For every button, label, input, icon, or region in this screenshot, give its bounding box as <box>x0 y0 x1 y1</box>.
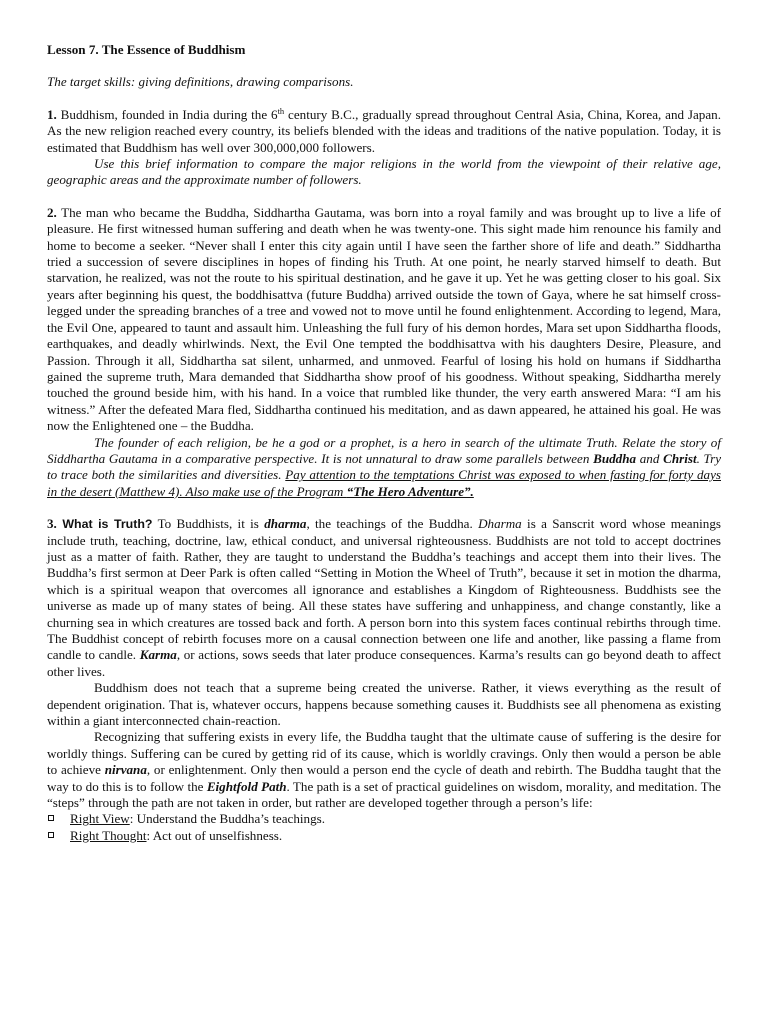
section-number: 3. <box>47 516 57 532</box>
target-skills: The target skills: giving definitions, drawing comparisons. <box>47 74 354 90</box>
section-heading: What is Truth? <box>56 517 153 532</box>
section-1-task: Use this brief information to compare the major religions in the world from the viewpoint of their relative age, geographic areas and the approximate number of followers. <box>47 156 721 188</box>
section-1-paragraph: 1. Buddhism, founded in India during the 6th century B.C., gradually spread throughout Central Asia, China, Korea, and Japan. As the new religion reached every country, its beliefs blended with the ideas and traditions of the native population. Today, it is estimated that Buddhism has well over 300,000,000 followers. <box>47 105 721 155</box>
list-item: Right View: Understand the Buddha’s teachings. <box>47 811 721 827</box>
list-item: Right Thought: Act out of unselfishness. <box>47 828 721 844</box>
section-number: 2. <box>47 204 57 220</box>
section-2-paragraph: 2. The man who became the Buddha, Siddhartha Gautama, was born into a royal family and was brought up to live a life of pleasure. He first witnessed human suffering and death when he was twenty-one. This sight made him renounce his family and home to become a seeker. “Never shall I enter this city again until I have seen the farther shore of life and death.” Siddhartha tried a succession of severe disciplines in hopes of finding his Truth. At one point, he nearly starved himself to death. But starvation, he realized, was not the route to his spiritual destination, and he gave it up. Yet he was getting closer to his goal. Six years after beginning his quest, the boddhisattva (future Buddha) arrived outside the town of Gaya, where he sat himself cross-legged under the spreading branches of a tree and vowed not to move until he found enlightenment. According to legend, Mara, the Evil One, appeared to taunt and assault him. Unleashing the full fury of his demon hordes, Mara set upon Siddhartha floods, earthquakes, and deadly whirlwinds. Next, the Evil One tempted the boddhisattva with his daughters Desire, Pleasure, and Passion. Through it all, Siddhartha sat silent, unharmed, and unmoved. Fearful of losing his hold on humans if Siddhartha gained the supreme truth, Mara demanded that Siddhartha show proof of his goodness. Without speaking, Siddhartha merely touched the ground beside him, with his hand. In a voice that rumbled like thunder, the very earth answered Mara: “I am his witness.” After the defeated Mara fled, Siddhartha continued his meditation, and as dawn appeared, he attained his goal. He was now the Enlightened one – the Buddha. <box>47 204 721 434</box>
section-number: 1. <box>47 106 57 122</box>
checkbox-bullet-icon <box>48 815 54 821</box>
eightfold-path-list <box>47 811 721 844</box>
section-2-task: The founder of each religion, be he a god or a prophet, is a hero in search of the ultimate Truth. Relate the story of Siddhartha Gautama in a comparative perspective. It is not unnatural to draw some parallels between Buddha and Christ. Try to trace both the similarities and diversities. Pay attention to the temptations Christ was exposed to when fasting for forty days in the desert (Matthew 4). Also make use of the Program “The Hero Adventure”. <box>47 434 722 499</box>
program-title: “The Hero Adventure”. <box>346 483 474 499</box>
page-title: Lesson 7. The Essence of Buddhism <box>47 42 246 57</box>
section-3-paragraph: 3. What is Truth? To Buddhists, it is dharma, the teachings of the Buddha. Dharma is a Sanscrit word whose meanings include truth, teaching, doctrine, law, ethical conduct, and universal righteousness. Buddhists are not told to accept doctrines just as a matter of faith. Rather, they are taught to understand the Buddha’s teachings and accept them into their lives. The Buddha’s first sermon at Deer Park is often called “Setting in Motion the Wheel of Truth”, because it set in motion the dharma, which is a spiritual weapon that overcomes all ignorance and establishes a Kingdom of Righteousness. Buddhists see the universe as made up of many states of being. All these states have suffering and unhappiness, and change constantly, like a churning sea in which creatures are tossed back and forth. A person born into this system faces continual rebirths through time. The Buddhist concept of rebirth focuses more on a causal connection between one life and another, like passing a flame from candle to candle. Karma, or actions, sows seeds that later produce consequences. Karma’s results can go beyond death to affect other lives. <box>47 516 721 679</box>
section-3-paragraph-3: Recognizing that suffering exists in every life, the Buddha taught that the ultimate cause of suffering is the desire for worldly things. Suffering can be cured by getting rid of its cause, which is worldly cravings. Only then would a person be able to achieve nirvana, or enlightenment. Only then would a person end the cycle of death and rebirth. The Buddha taught that the way to do this is to follow the Eightfold Path. The path is a set of practical guidelines on wisdom, morality, and meditation. The “steps” through the path are not taken in order, but rather are developed together through a person’s life: <box>47 729 721 811</box>
underlined-instruction: Pay attention to the temptations Christ was exposed to when fasting for forty days in the desert (Matthew 4). Also make use of the Program “The Hero Adventure”. <box>47 467 721 499</box>
checkbox-bullet-icon <box>48 832 54 838</box>
section-3-paragraph-2: Buddhism does not teach that a supreme being created the universe. Rather, it views everything as the result of dependent origination. That is, whatever occurs, happens because something causes it. Buddhists see all phenomena as existing within a giant interconnected chain-reaction. <box>47 680 721 729</box>
